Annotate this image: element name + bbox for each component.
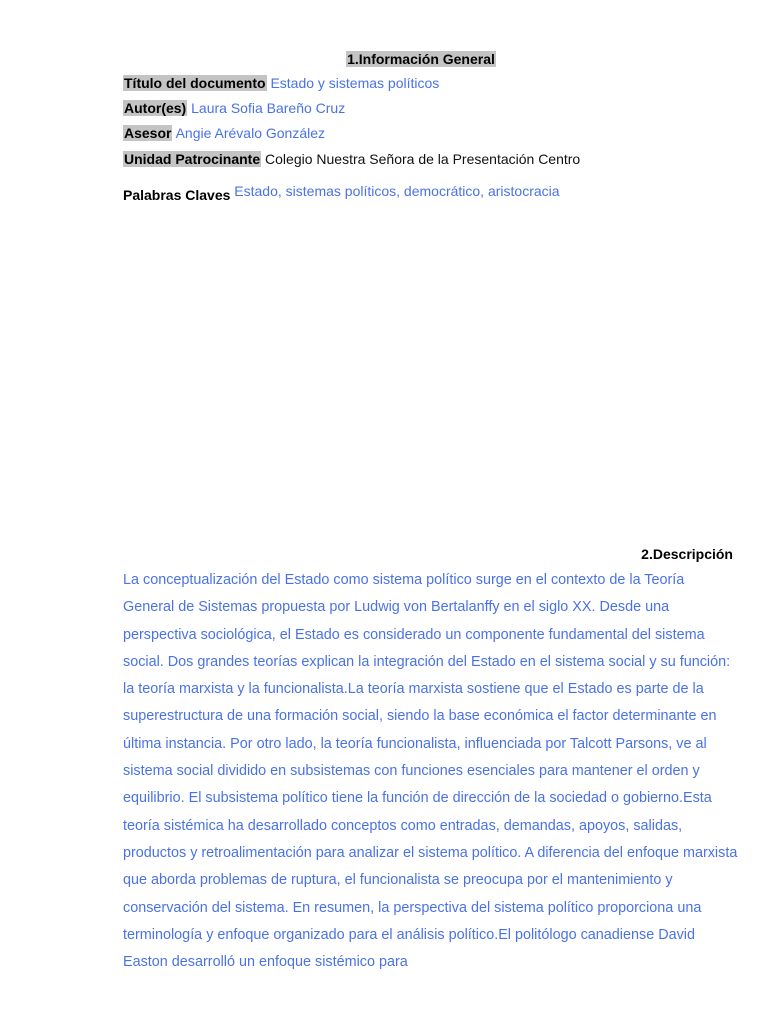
sponsoring-unit-label: Unidad Patrocinante <box>124 151 261 167</box>
info-row-keywords <box>123 182 560 203</box>
keywords-value: Estado, sistemas políticos, democrático, aristocracia <box>234 183 560 199</box>
advisor-label: Asesor <box>124 125 172 141</box>
info-row-document-title <box>123 74 439 92</box>
document-title-label: Título del documento <box>124 75 266 91</box>
section-description-title: 2.Descripción <box>641 546 733 562</box>
author-value: Laura Sofia Bareño Cruz <box>191 100 346 116</box>
section-general-info-heading <box>0 50 768 68</box>
author-label: Autor(es) <box>124 100 187 116</box>
info-row-sponsoring-unit <box>123 150 580 168</box>
keywords-label: Palabras Claves <box>123 187 231 203</box>
section-general-info-title: 1.Información General <box>347 51 495 67</box>
document-title-value: Estado y sistemas políticos <box>270 75 440 91</box>
info-row-author <box>123 99 345 117</box>
sponsoring-unit-value: Colegio Nuestra Señora de la Presentación Centro <box>265 151 581 167</box>
advisor-value: Angie Arévalo González <box>175 125 326 141</box>
info-row-advisor <box>123 124 325 142</box>
description-paragraph: La conceptualización del Estado como sistema político surge en el contexto de la Teoría General de Sistemas propuesta por Ludwig von Bertalanffy en el siglo XX. Desde una perspectiva sociológica, el Estado es considerado un componente fundamental del sistema social. Dos grandes teorías explican la integración del Estado en el sistema social y su función: la teoría marxista y la funcionalista.La teoría marxista sostiene que el Estado es parte de la superestructura de una formación social, siendo la base económica el factor determinante en última instancia. Por otro lado, la teoría funcionalista, influenciada por Talcott Parsons, ve al sistema social dividido en subsistemas con funciones esenciales para mantener el orden y equilibrio. El subsistema político tiene la función de dirección de la sociedad o gobierno.Esta teoría sistémica ha desarrollado conceptos como entradas, demandas, apoyos, salidas, productos y retroalimentación para analizar el sistema político. A diferencia del enfoque marxista que aborda problemas de ruptura, el funcionalista se preocupa por el mantenimiento y conservación del sistema. En resumen, la perspectiva del sistema político proporciona una terminología y enfoque organizado para el análisis político.El politólogo canadiense David Easton desarrolló un enfoque sistémico para <box>123 572 738 971</box>
